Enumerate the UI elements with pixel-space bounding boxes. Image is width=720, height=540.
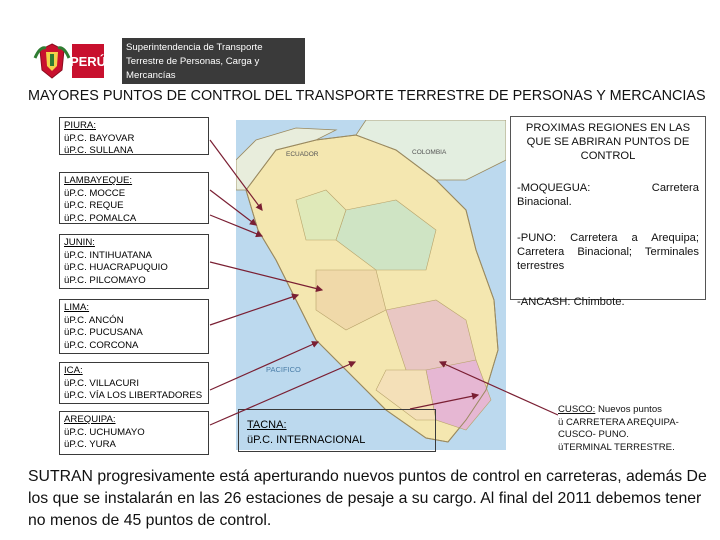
puno-entry: -PUNO: Carretera a Arequipa; Carretera Binacional; Terminales terrestres xyxy=(517,232,699,272)
cusco-item: ü CARRETERA AREQUIPA- xyxy=(558,416,679,428)
control-point: üP.C. PILCOMAYO xyxy=(64,274,146,286)
entity-line-3: Mercancías xyxy=(126,70,176,81)
arrow-lambayeque xyxy=(210,190,256,225)
control-point: üP.C. YURA xyxy=(64,439,116,451)
peru-wordmark-text: PERÚ xyxy=(69,53,107,69)
region-title: PIURA: xyxy=(64,120,96,131)
entity-line-1: Superintendencia de Transporte xyxy=(126,42,263,53)
cusco-subtitle: Nuevos puntos xyxy=(595,404,662,415)
cusco-item: CUSCO- PUNO. xyxy=(558,429,629,440)
region-title: JUNIN: xyxy=(64,237,95,248)
control-point: üP.C. ANCÓN xyxy=(64,314,124,326)
control-point: üP.C. MOCCE xyxy=(64,187,126,199)
upcoming-heading: PROXIMAS REGIONES EN LAS QUE SE ABRIRAN PUNTOS DE CONTROL xyxy=(525,122,691,162)
arrow-cusco xyxy=(440,362,558,415)
control-point: üP.C. HUACRAPUQUIO xyxy=(64,262,168,274)
cusco-item: üTERMINAL TERRESTRE. xyxy=(558,441,675,453)
moquegua-road-type: Binacional. xyxy=(517,196,572,208)
control-point: üP.C. VILLACURI xyxy=(64,377,140,389)
ancash-entry: -ANCASH: Chimbote. xyxy=(517,296,625,308)
control-point: üP.C. POMALCA xyxy=(64,212,137,224)
control-point: üP.C. CORCONA xyxy=(64,339,139,351)
arrow-lambayeque-2 xyxy=(210,215,262,236)
control-point: üP.C. PUCUSANA xyxy=(64,327,143,339)
control-point: üP.C. UCHUMAYO xyxy=(64,426,145,438)
control-point: üP.C. INTIHUATANA xyxy=(64,249,152,261)
region-title: ICA: xyxy=(64,365,83,376)
region-title: AREQUIPA: xyxy=(64,414,116,425)
control-point: üP.C. BAYOVAR xyxy=(64,132,135,144)
arrow-junin xyxy=(210,262,322,290)
control-point: üP.C. REQUE xyxy=(64,200,124,212)
arrow-lima xyxy=(210,295,298,325)
entity-line-2: Terrestre de Personas, Carga y xyxy=(126,56,260,67)
control-point: üP.C. VÍA LOS LIBERTADORES xyxy=(64,390,203,402)
region-title: LAMBAYEQUE: xyxy=(64,175,133,186)
region-title: TACNA: xyxy=(247,419,287,431)
arrow-piura xyxy=(210,140,262,210)
arrow-tacna xyxy=(410,395,478,409)
colombia-label: COLOMBIA xyxy=(412,149,447,156)
moquegua-label: -MOQUEGUA: xyxy=(517,182,591,194)
ecuador-label: ECUADOR xyxy=(286,151,319,158)
moquegua-road: Carretera xyxy=(651,182,699,194)
control-point: üP.C. INTERNACIONAL xyxy=(247,434,366,446)
page-title: MAYORES PUNTOS DE CONTROL DEL TRANSPORTE TERRESTRE DE PERSONAS Y MERCANCIAS xyxy=(28,88,706,104)
ocean-label: PACIFICO xyxy=(266,365,301,374)
cusco-title: CUSCO: xyxy=(558,404,596,415)
region-title: LIMA: xyxy=(64,302,90,313)
arrow-ica xyxy=(210,342,318,390)
control-point: üP.C. SULLANA xyxy=(64,145,134,157)
arrow-arequipa xyxy=(210,362,355,425)
summary-paragraph: SUTRAN progresivamente está aperturando nuevos puntos de control en carreteras, además De los que se instalarán en las 26 estaciones de pesaje a su cargo. Al final del 2011 debemos tener no menos de 45 puntos de control. xyxy=(28,468,707,529)
